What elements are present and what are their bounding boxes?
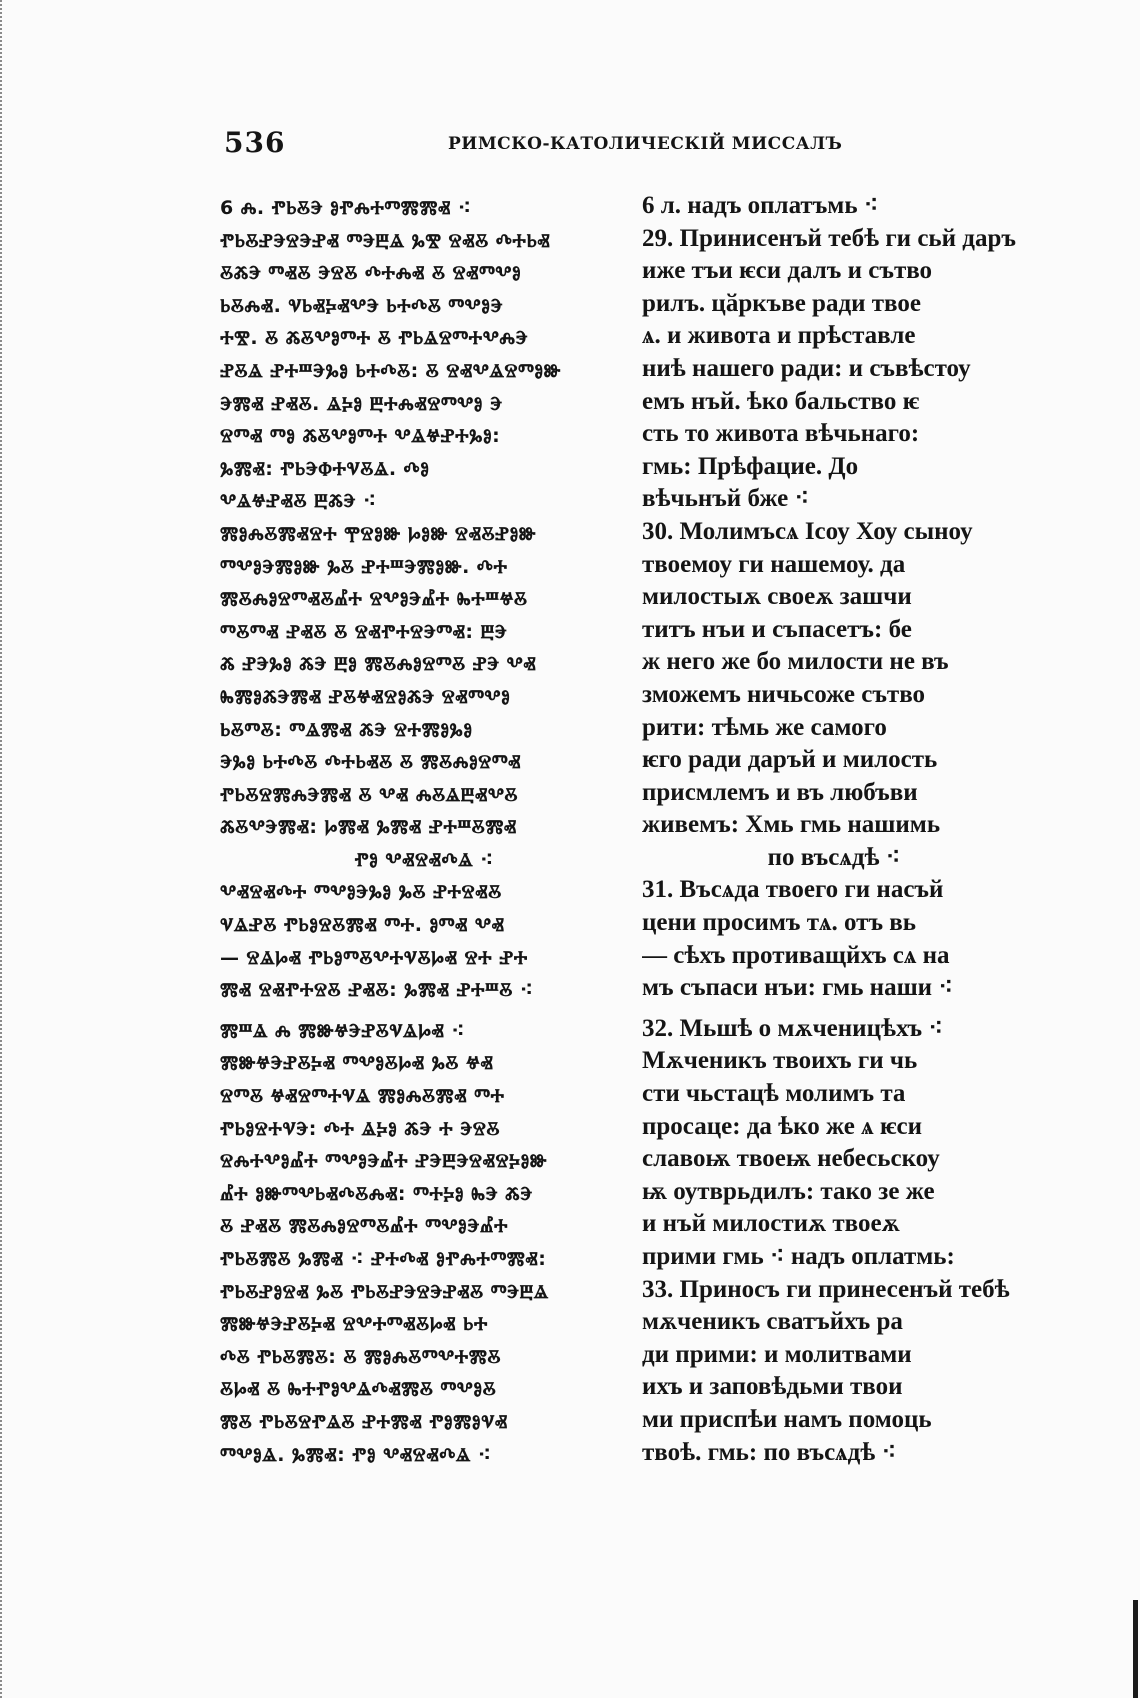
cyrillic-line: Мѫченикъ твоихъ ги чь <box>642 1047 918 1075</box>
cyrillic-line: живемъ: Хмь гмь нашимь <box>642 811 941 839</box>
cyrillic-line: 6 л. надъ оплатъмь ⁖ <box>642 192 879 219</box>
glagolitic-line: ⰂⰡⰝⰐⰟⰋ ⰁⰆⰅ ⁖ <box>220 490 377 513</box>
cyrillic-line: прими гмь ⁖ надъ оплатмь: <box>642 1243 955 1270</box>
glagolitic-line: — ⰔⰡⰘⰟ ⰒⰓⰑⰕⰋⰂⰀⰜⰋⰘⰟ ⰔⰀ ⰐⰀ <box>220 946 528 969</box>
glagolitic-line: ⰒⰓⰋⰔⰏⰎⰅⰏⰟ Ⰻ ⰂⰟ ⰎⰋⰡⰁⰟⰂⰋ <box>220 783 518 806</box>
cyrillic-line: зможемъ ничьсоже сътво <box>642 680 926 708</box>
cyrillic-line: титъ нъи и съпасетъ: бе <box>642 615 912 643</box>
cyrillic-line: просаце: да ѣко же ѧ ѥси <box>642 1112 922 1140</box>
glagolitic-line: 6 Ⰾ. ⰒⰓⰋⰅ ⰑⰒⰎⰀⰕⰏⰏⰟ ⁖ <box>220 197 472 219</box>
glagolitic-line: ⰏⰖⰝⰅⰐⰋⰍⰟ ⰕⰂⰑⰋⰘⰟ ⰃⰋ ⰝⰟ <box>220 1052 494 1075</box>
cyrillic-line: рити: тѣмь же самого <box>642 713 887 741</box>
cyrillic-line: 30. Молимъсѧ Ісоу Хоу сыноу <box>642 517 973 545</box>
glagolitic-line: ⰒⰓⰋⰏⰋ ⰃⰏⰟ ⁖ ⰐⰀⰄⰟ ⰑⰒⰎⰀⰕⰏⰟ: <box>220 1248 547 1270</box>
glagolitic-line: ⰒⰓⰑⰔⰀⰜⰅ: ⰄⰀ ⰡⰍⰑ ⰆⰅ Ⰰ ⰅⰔⰋ <box>220 1117 500 1140</box>
glagolitic-line: ⰒⰑ ⰂⰟⰔⰟⰄⰡ ⁖ <box>354 848 494 871</box>
running-title: РИМСКО-КАТОЛИЧЕСКІЙ МИССАЛЪ <box>448 134 843 154</box>
glagolitic-line: ⰔⰎⰀⰂⰑⰌⰀ ⰕⰂⰑⰅⰌⰀ ⰐⰅⰁⰅⰔⰟⰔⰍⰑⰖ <box>220 1150 548 1173</box>
glagolitic-line: ⰏⰑⰎⰋⰏⰟⰔⰀ ⰉⰔⰑⰖ ⰘⰑⰖ ⰔⰟⰋⰐⰑⰖ <box>220 522 537 545</box>
glagolitic-line: ⰅⰃⰑ ⰓⰀⰄⰋ ⰄⰀⰓⰟⰋ Ⰻ ⰏⰋⰎⰑⰔⰕⰟ <box>220 751 521 774</box>
cyrillic-line: сть то живота вѣчьнаго: <box>642 420 920 448</box>
cyrillic-line: 32. Мьшѣ о мѫченицѣхъ ⁖ <box>642 1014 944 1042</box>
cyrillic-line: 33. Приносъ ги принесенъй тебѣ <box>642 1275 1010 1303</box>
glagolitic-line: ⰅⰏⰟ ⰐⰟⰋ. ⰡⰍⰑ ⰁⰀⰎⰟⰔⰕⰂⰑ Ⰵ <box>220 392 503 415</box>
page-edge-right <box>1133 1600 1138 1698</box>
page-number: 536 <box>224 126 286 159</box>
cyrillic-line: присмлемъ и въ любъви <box>642 778 918 806</box>
cyrillic-line: гмь: Прѣфацие. До <box>642 452 859 480</box>
cyrillic-line: твоемоу ги нашемоу. да <box>642 550 906 578</box>
cyrillic-line: — сѣхъ противащйхъ сѧ на <box>642 941 950 969</box>
cyrillic-line: ниѣ нашего ради: и съвѣстоу <box>642 354 971 382</box>
cyrillic-line: мѫченикъ сватъйхъ ра <box>642 1308 903 1336</box>
cyrillic-column <box>642 190 1026 1469</box>
glagolitic-line: ⰒⰓⰋⰐⰑⰔⰟ ⰃⰋ ⰒⰓⰋⰐⰅⰔⰅⰐⰟⰋ ⰕⰅⰁⰡ <box>220 1280 549 1303</box>
cyrillic-line: сти чьстацѣ молимъ та <box>642 1080 906 1108</box>
glagolitic-line: ⰏⰖⰝⰅⰐⰋⰍⰟ ⰔⰂⰀⰕⰟⰋⰘⰟ ⰓⰀ <box>220 1313 488 1336</box>
cyrillic-line: ѭ оутврьдилъ: тако зе же <box>642 1177 935 1205</box>
cyrillic-line: ди прими: и молитвами <box>642 1340 912 1368</box>
page-edge-shadow <box>0 0 5 1698</box>
glagolitic-line: ⰆⰋⰂⰅⰏⰟ: ⰘⰏⰟ ⰃⰏⰟ ⰐⰀⰞⰋⰏⰟ <box>220 816 517 839</box>
glagolitic-line: ⰕⰋⰕⰟ ⰐⰟⰋ Ⰻ ⰔⰟⰒⰀⰔⰅⰕⰟ: ⰁⰅ <box>220 620 508 643</box>
cyrillic-line: 31. Въсѧда твоего ги насъй <box>642 876 944 904</box>
glagolitic-line: ⰓⰋⰎⰟ. ⰜⰓⰟⰍⰟⰂⰅ ⰓⰀⰄⰋ ⰕⰂⰑⰅ <box>220 294 504 317</box>
glagolitic-line: ⰏⰋⰎⰑⰔⰕⰟⰋⰌⰀ ⰔⰂⰑⰅⰌⰀ ⰈⰀⰞⰝⰋ <box>220 588 528 611</box>
glagolitic-column <box>220 192 628 1471</box>
glagolitic-line: ⰈⰏⰑⰆⰅⰏⰟ ⰐⰋⰝⰟⰔⰑⰆⰅ ⰔⰟⰕⰂⰑ <box>220 685 511 708</box>
cyrillic-line: 29. Принисенъй тебѣ ги сьй даръ <box>642 224 1016 252</box>
cyrillic-line: славоѭ твоеѭ небесьскоу <box>642 1145 940 1173</box>
glagolitic-line: ⰋⰆⰅ ⰕⰟⰋ ⰅⰔⰋ ⰄⰀⰎⰟ Ⰻ ⰔⰟⰕⰂⰑ <box>220 262 522 285</box>
glagolitic-line: ⰂⰟⰔⰟⰄⰀ ⰕⰂⰑⰅⰃⰑ ⰃⰋ ⰐⰀⰔⰟⰋ <box>220 881 502 904</box>
cyrillic-line: иже тъи ѥси далъ и сътво <box>642 257 933 285</box>
glagolitic-line: ⰐⰋⰡ ⰐⰀⰞⰅⰃⰑ ⰓⰀⰄⰋ: Ⰻ ⰔⰟⰂⰡⰔⰕⰑⰖ <box>220 359 561 382</box>
cyrillic-line: рилъ. цӑркъве ради твое <box>642 289 921 317</box>
cyrillic-line: милостыѫ своеѫ зашчи <box>642 583 912 611</box>
cyrillic-line: вѣчьнъй бже ⁖ <box>642 485 810 513</box>
cyrillic-line: ихъ и заповѣдьми твои <box>642 1373 903 1401</box>
glagolitic-line: ⰃⰏⰟ: ⰒⰓⰅⰗⰀⰜⰋⰡ. ⰄⰑ <box>220 457 430 480</box>
cyrillic-line: мъ съпаси нъи: гмь наши ⁖ <box>642 974 953 1002</box>
glagolitic-line: ⰋⰘⰟ Ⰻ ⰈⰀⰒⰑⰂⰡⰄⰟⰏⰋ ⰕⰂⰑⰋ <box>220 1378 497 1401</box>
glagolitic-line: ⰏⰋ ⰒⰓⰋⰔⰒⰡⰋ ⰐⰀⰏⰟ ⰒⰑⰏⰑⰜⰟ <box>220 1410 508 1433</box>
cyrillic-line: емъ нъй. ѣко бальство ѥ <box>642 387 920 415</box>
glagolitic-line: Ⰻ ⰐⰟⰋ ⰏⰋⰎⰑⰔⰕⰋⰌⰀ ⰕⰂⰑⰅⰌⰀ <box>220 1215 509 1238</box>
cyrillic-line: ѧ. и живота и прѣставле <box>642 322 916 350</box>
cyrillic-line: ми приспѣи намъ помоць <box>642 1405 932 1433</box>
glagolitic-line: ⰌⰀ ⰑⰖⰕⰂⰓⰟⰄⰋⰎⰟ: ⰕⰀⰍⰑ ⰈⰅ ⰆⰅ <box>220 1182 533 1205</box>
glagolitic-line: ⰔⰕⰋ ⰝⰟⰔⰕⰀⰜⰡ ⰏⰑⰎⰋⰏⰟ ⰕⰀ <box>220 1085 505 1108</box>
glagolitic-line: ⰄⰋ ⰒⰓⰋⰏⰋ: Ⰻ ⰏⰑⰎⰋⰕⰂⰀⰏⰋ <box>220 1345 501 1368</box>
glagolitic-line: ⰏⰞⰡ Ⰾ ⰏⰖⰝⰅⰐⰋⰜⰡⰘⰟ ⁖ <box>220 1019 465 1042</box>
cyrillic-line: и нъй милостиѫ твоеѫ <box>642 1210 900 1238</box>
cyrillic-line: твоѣ. гмь: по въсѧдѣ ⁖ <box>642 1438 897 1466</box>
glagolitic-line: ⰏⰟ ⰔⰟⰒⰀⰔⰋ ⰐⰟⰋ: ⰃⰏⰟ ⰐⰀⰞⰋ ⁖ <box>220 979 534 1002</box>
cyrillic-line: ж него же бо милости не въ <box>642 648 949 676</box>
glagolitic-line: ⰜⰡⰐⰋ ⰒⰓⰑⰔⰋⰏⰟ ⰕⰀ. ⰑⰕⰟ ⰂⰟ <box>220 914 505 937</box>
section-gap <box>642 1005 1026 1013</box>
glagolitic-line: ⰕⰂⰑⰡ. ⰃⰏⰟ: ⰒⰑ ⰂⰟⰔⰟⰄⰡ ⁖ <box>220 1443 492 1466</box>
glagolitic-line: Ⰶ ⰐⰅⰃⰑ ⰆⰅ ⰁⰑ ⰏⰋⰎⰑⰔⰕⰋ ⰐⰅ ⰂⰟ <box>220 653 537 676</box>
cyrillic-line: ѥго ради даръй и милость <box>642 746 938 774</box>
glagolitic-line: ⰓⰋⰕⰋ: ⰕⰡⰏⰟ ⰆⰅ ⰔⰀⰏⰑⰃⰑ <box>220 718 473 741</box>
glagolitic-line: ⰒⰓⰋⰐⰅⰔⰅⰐⰟ ⰕⰅⰁⰡ ⰃⰊ ⰔⰟⰋ ⰄⰀⰓⰟ <box>220 229 551 252</box>
glagolitic-line: ⰀⰊ. Ⰻ ⰆⰋⰂⰑⰕⰀ Ⰻ ⰒⰓⰡⰔⰕⰀⰂⰎⰅ <box>220 327 529 350</box>
glagolitic-line: ⰕⰂⰑⰅⰏⰑⰖ ⰃⰋ ⰐⰀⰞⰅⰏⰑⰖ. ⰄⰀ <box>220 555 508 578</box>
cyrillic-line: цени просимъ тѧ. отъ вь <box>642 909 916 937</box>
page-header <box>224 126 1014 162</box>
glagolitic-line: ⰔⰕⰟ ⰕⰑ ⰆⰋⰂⰑⰕⰀ ⰂⰡⰝⰐⰀⰃⰑ: <box>220 425 501 448</box>
cyrillic-line: по въсѧдѣ ⁖ <box>767 843 901 871</box>
section-gap <box>220 1007 628 1015</box>
